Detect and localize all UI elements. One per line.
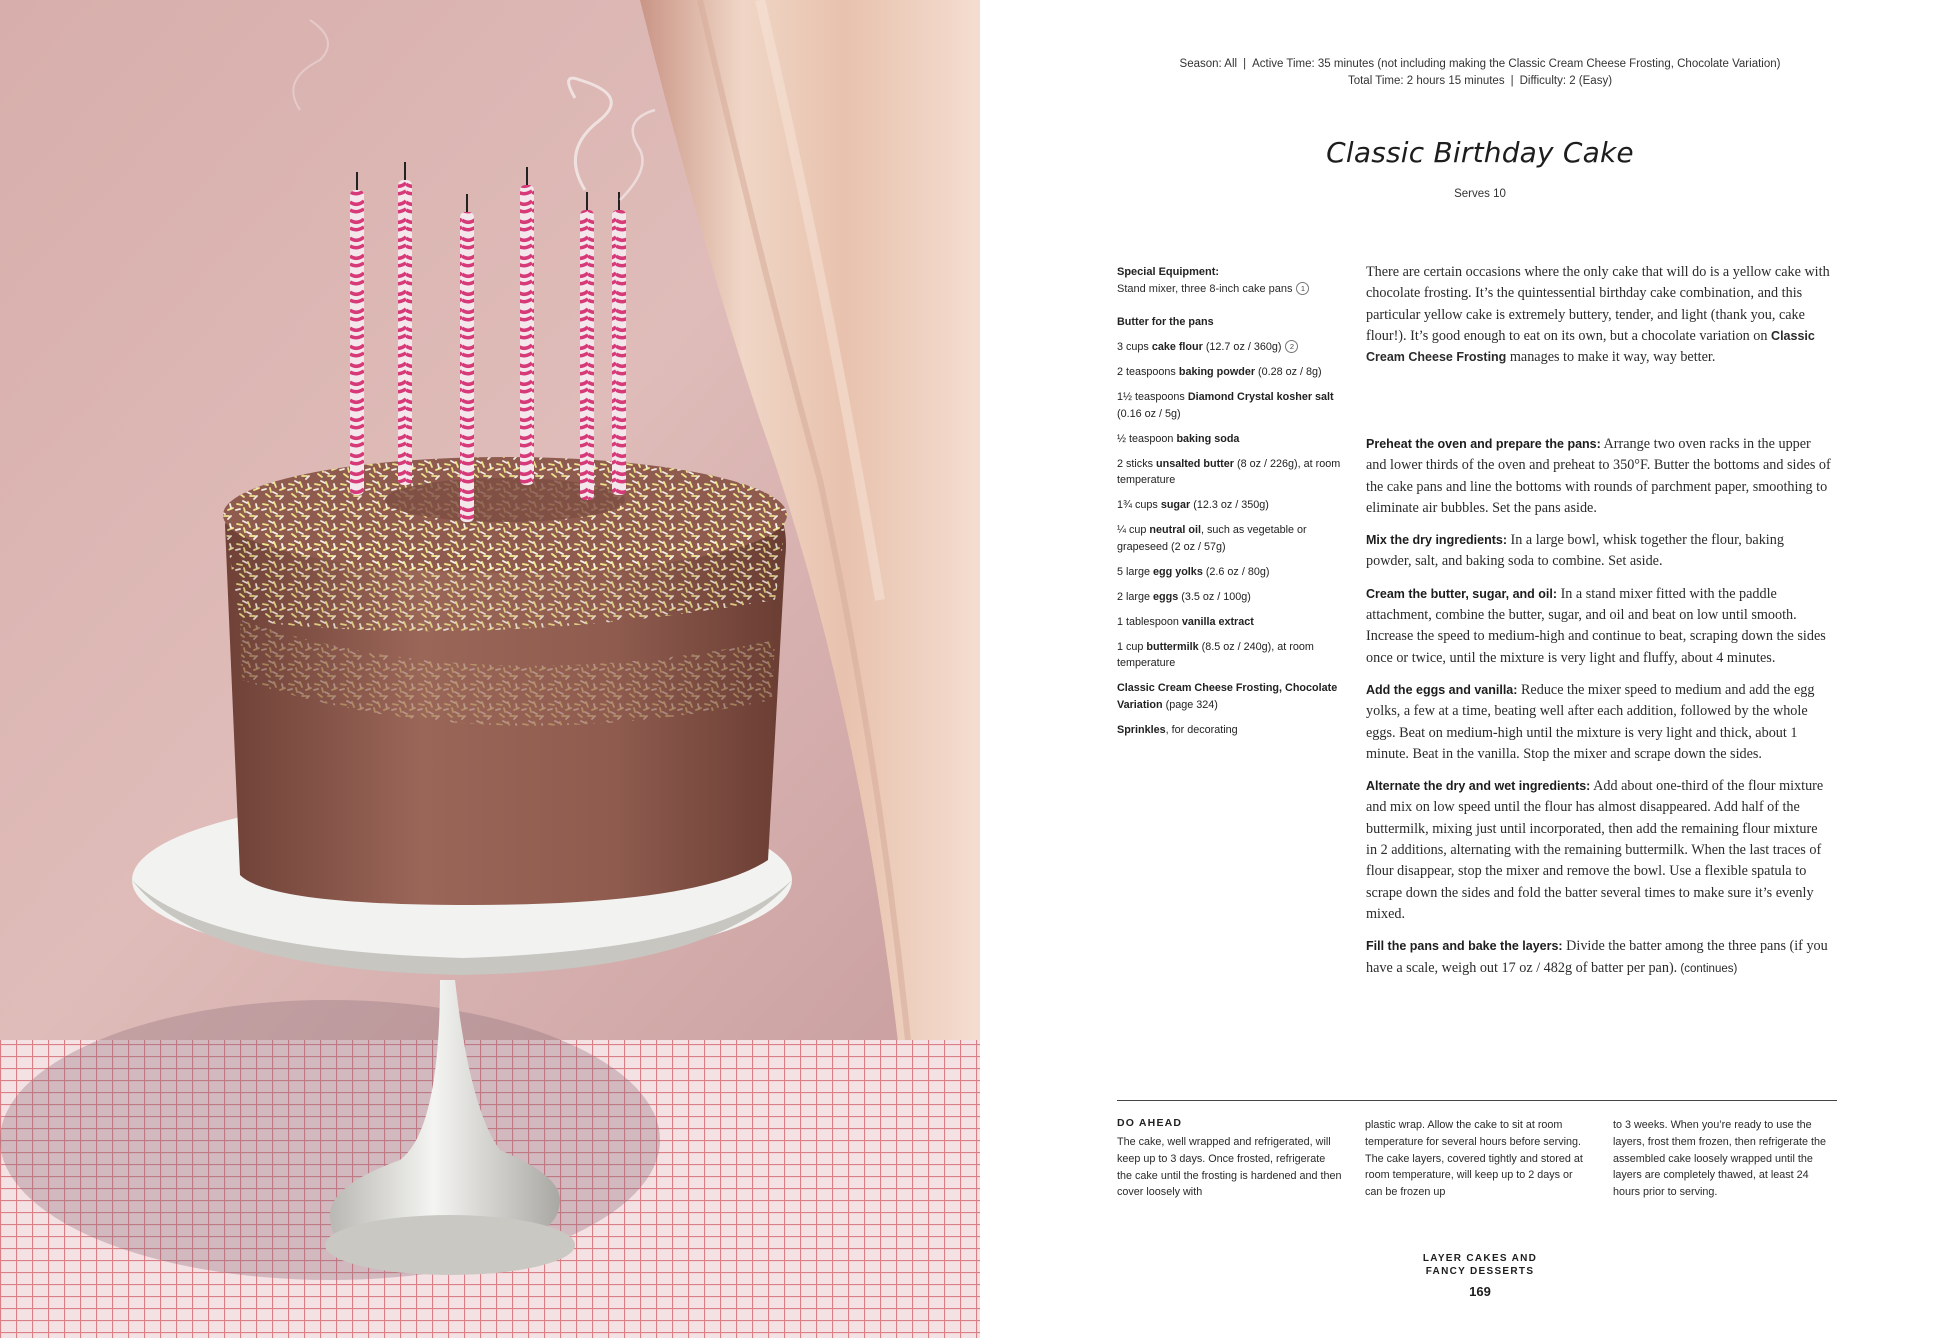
section-title-line: FANCY DESSERTS — [1425, 1266, 1535, 1277]
equipment-heading: Special Equipment: — [1117, 266, 1220, 278]
ingredient-detail: (0.16 oz / 5g) — [1117, 407, 1181, 420]
ingredient-name: cake flour — [1151, 341, 1203, 353]
step — [1366, 530, 1831, 573]
ingredient-name: unsalted butter — [1156, 457, 1234, 470]
ingredient-qty: 3 cups — [1117, 341, 1152, 353]
section-title-line: LAYER CAKES AND — [1422, 1253, 1538, 1264]
ingredient-item — [1117, 456, 1342, 489]
step-text: Divide the batter among the three pans (if you have a scale, weigh out 17 oz / 482g of batter per pan). — [1366, 938, 1828, 976]
ingredient-name: egg yolks — [1153, 565, 1203, 578]
ingredient-name: Diamond Crystal kosher salt — [1187, 391, 1334, 403]
step-text: In a large bowl, whisk together the flour, baking powder, salt, and baking soda to combine. Set aside. — [1366, 532, 1784, 570]
ingredient-name: baking soda — [1176, 432, 1240, 445]
ingredient-qty: 5 large — [1117, 565, 1154, 578]
ingredient-name: Sprinkles — [1117, 723, 1166, 736]
difficulty: Difficulty: 2 (Easy) — [1519, 75, 1613, 87]
ingredient-item — [1117, 680, 1342, 713]
ingredient-qty: 2 sticks — [1117, 457, 1156, 470]
ingredient-detail: (3.5 oz / 100g) — [1178, 590, 1251, 603]
step-text: Arrange two oven racks in the upper and lower thirds of the oven and preheat to 350°F. Butter the bottoms and sides of the cake pans and line the bottoms with rounds of parchment paper, smoothing to eliminate air bubbles. Set the pans aside. — [1366, 436, 1831, 516]
ingredient-detail: (8 oz / 226g), at room temperature — [1117, 457, 1341, 486]
ingredient-detail: (2.6 oz / 80g) — [1202, 565, 1270, 578]
special-equipment — [1117, 264, 1337, 298]
do-ahead-column: plastic wrap. Allow the cake to sit at room temperature for several hours before serving. The cake layers, covered tightly and stored at room temperature, will keep up to 2 days or can be frozen up — [1365, 1119, 1583, 1199]
ingredient-detail: , such as vegetable or grapeseed (2 oz / 57g) — [1117, 524, 1307, 553]
step — [1366, 584, 1831, 669]
active-time: Active Time: 35 minutes (not including making the Classic Cream Cheese Frosting, Chocolate Variation) — [1252, 58, 1781, 70]
ingredient-name: baking powder — [1178, 366, 1256, 378]
step — [1366, 434, 1831, 519]
ingredient-qty: 2 large — [1117, 590, 1154, 603]
step-heading: Cream the butter, sugar, and oil: — [1366, 586, 1558, 601]
recipe-meta: Season: All | Active Time: 35 minutes (not including making the Classic Cream Cheese Frosting, Chocolate Variation) Total Time: 2 hours 15 minutes | Difficulty: 2 (Easy) — [1179, 58, 1781, 87]
step-heading: Add the eggs and vanilla: — [1366, 682, 1518, 697]
step-heading: Preheat the oven and prepare the pans: — [1366, 437, 1601, 451]
footnote-marker: 1 — [1296, 282, 1309, 295]
serves: Serves 10 — [1454, 188, 1506, 200]
ingredient-item — [1117, 564, 1342, 581]
step — [1366, 936, 1831, 980]
step-text: In a stand mixer fitted with the paddle attachment, combine the butter, sugar, and oil and beat on low until smooth. Increase the speed to medium-high and continue to beat, scraping down the sides once or twice, until the mixture is very light and fluffy, about 4 minutes. — [1366, 585, 1826, 666]
ingredient-qty: 2 teaspoons — [1117, 366, 1179, 378]
intro-text: manages to make it way, way better. — [1506, 349, 1716, 366]
recipe-page — [980, 0, 1946, 1338]
ingredient-item — [1117, 614, 1342, 631]
step-text: Reduce the mixer speed to medium and add the egg yolks, a few at a time, beating well after each addition, followed by the whole eggs. Beat on medium-high until the mixture is very light and thick, about 1 minute. Beat in the vanilla. Stop the mixer and scrape down the sides. — [1366, 681, 1815, 762]
continues-note: (continues) — [1677, 962, 1738, 975]
ingredient-qty: ¼ cup — [1117, 524, 1150, 536]
ingredient-detail: (page 324) — [1162, 698, 1218, 711]
ingredient-name: Classic Cream Cheese Frosting, Chocolate Variation — [1117, 682, 1338, 711]
step-heading: Fill the pans and bake the layers: — [1366, 939, 1563, 954]
recipe-title: Classic Birthday Cake — [1326, 136, 1634, 169]
ingredient-name: neutral oil — [1149, 524, 1202, 536]
ingredient-item — [1117, 722, 1342, 739]
equipment-text: Stand mixer, three 8-inch cake pans — [1117, 283, 1293, 295]
intro-text: There are certain occasions where the only cake that will do is a yellow cake with chocolate frosting. It’s the quintessential birthday cake combination, and this particular yellow cake is extremely buttery, tender, and light (thank you, cake flour!). It’s good enough to eat on its own, but a chocolate variation on — [1366, 264, 1830, 344]
ingredient-item — [1117, 364, 1342, 381]
step-text: Add about one-third of the flour mixture and mix on low speed until the flour has almost disappeared. Add half of the buttermilk, mixing just until incorporated, then add the remaining flour mixture in 2 additions, alternating with the remaining buttermilk. When the last traces of flour disappear, stop the mixer and remove the bowl. Use a flexible spatula to scrape down the sides and fold the batter several times to make sure it’s evenly mixed. — [1366, 778, 1824, 922]
section-title — [1100, 1252, 1860, 1278]
ingredient-name: buttermilk — [1146, 640, 1199, 653]
ingredient-item — [1117, 314, 1342, 331]
footnote-marker: 2 — [1285, 340, 1298, 353]
ingredient-name: eggs — [1153, 590, 1179, 603]
intro-recipe-reference: Classic Cream Cheese Frosting — [1366, 328, 1815, 365]
ingredient-item — [1117, 389, 1342, 422]
total-time: Total Time: 2 hours 15 minutes — [1347, 75, 1505, 87]
ingredient-item — [1117, 339, 1342, 356]
ingredient-item — [1117, 497, 1342, 514]
do-ahead-heading: DO AHEAD — [1117, 1117, 1183, 1129]
do-ahead-column: to 3 weeks. When you’re ready to use the layers, frost them frozen, then refrigerate the assembled cake loosely wrapped until the layers are completely thawed, at least 24 hours prior to serving. — [1613, 1119, 1827, 1199]
page-number: 169 — [1469, 1284, 1491, 1299]
ingredient-name: sugar — [1160, 499, 1191, 511]
ingredient-detail: , for decorating — [1165, 723, 1238, 736]
do-ahead-column: The cake, well wrapped and refrigerated, will keep up to 3 days. Once frosted, refrigerate the cake until the frosting is hardened and then cover loosely with — [1117, 1136, 1342, 1199]
ingredient-qty: 1 cup — [1117, 640, 1147, 653]
ingredient-list — [1117, 314, 1342, 747]
step — [1366, 680, 1831, 765]
ingredient-qty: 1¾ cups — [1117, 499, 1161, 511]
ingredient-qty: 1½ teaspoons — [1117, 391, 1188, 403]
ingredient-detail: (12.7 oz / 360g) — [1202, 341, 1282, 353]
method-steps — [1366, 434, 1831, 991]
ingredient-detail: (8.5 oz / 240g), at room temperature — [1117, 640, 1314, 669]
intro-paragraph — [1366, 262, 1831, 368]
step-heading: Mix the dry ingredients: — [1366, 533, 1507, 548]
ingredient-item — [1117, 589, 1342, 606]
ingredient-item — [1117, 431, 1342, 448]
ingredient-name: Butter for the pans — [1117, 316, 1214, 328]
ingredient-name: vanilla extract — [1181, 615, 1254, 628]
step — [1366, 776, 1831, 925]
ingredient-item — [1117, 639, 1342, 672]
ingredient-detail: (0.28 oz / 8g) — [1255, 366, 1322, 378]
ingredient-detail: (12.3 oz / 350g) — [1190, 499, 1269, 511]
season: Season: All — [1179, 58, 1238, 70]
divider — [1117, 1100, 1837, 1101]
step-heading: Alternate the dry and wet ingredients: — [1366, 779, 1591, 794]
ingredient-qty: 1 tablespoon — [1117, 615, 1182, 628]
ingredient-qty: ½ teaspoon — [1117, 432, 1177, 445]
ingredient-item — [1117, 522, 1342, 555]
